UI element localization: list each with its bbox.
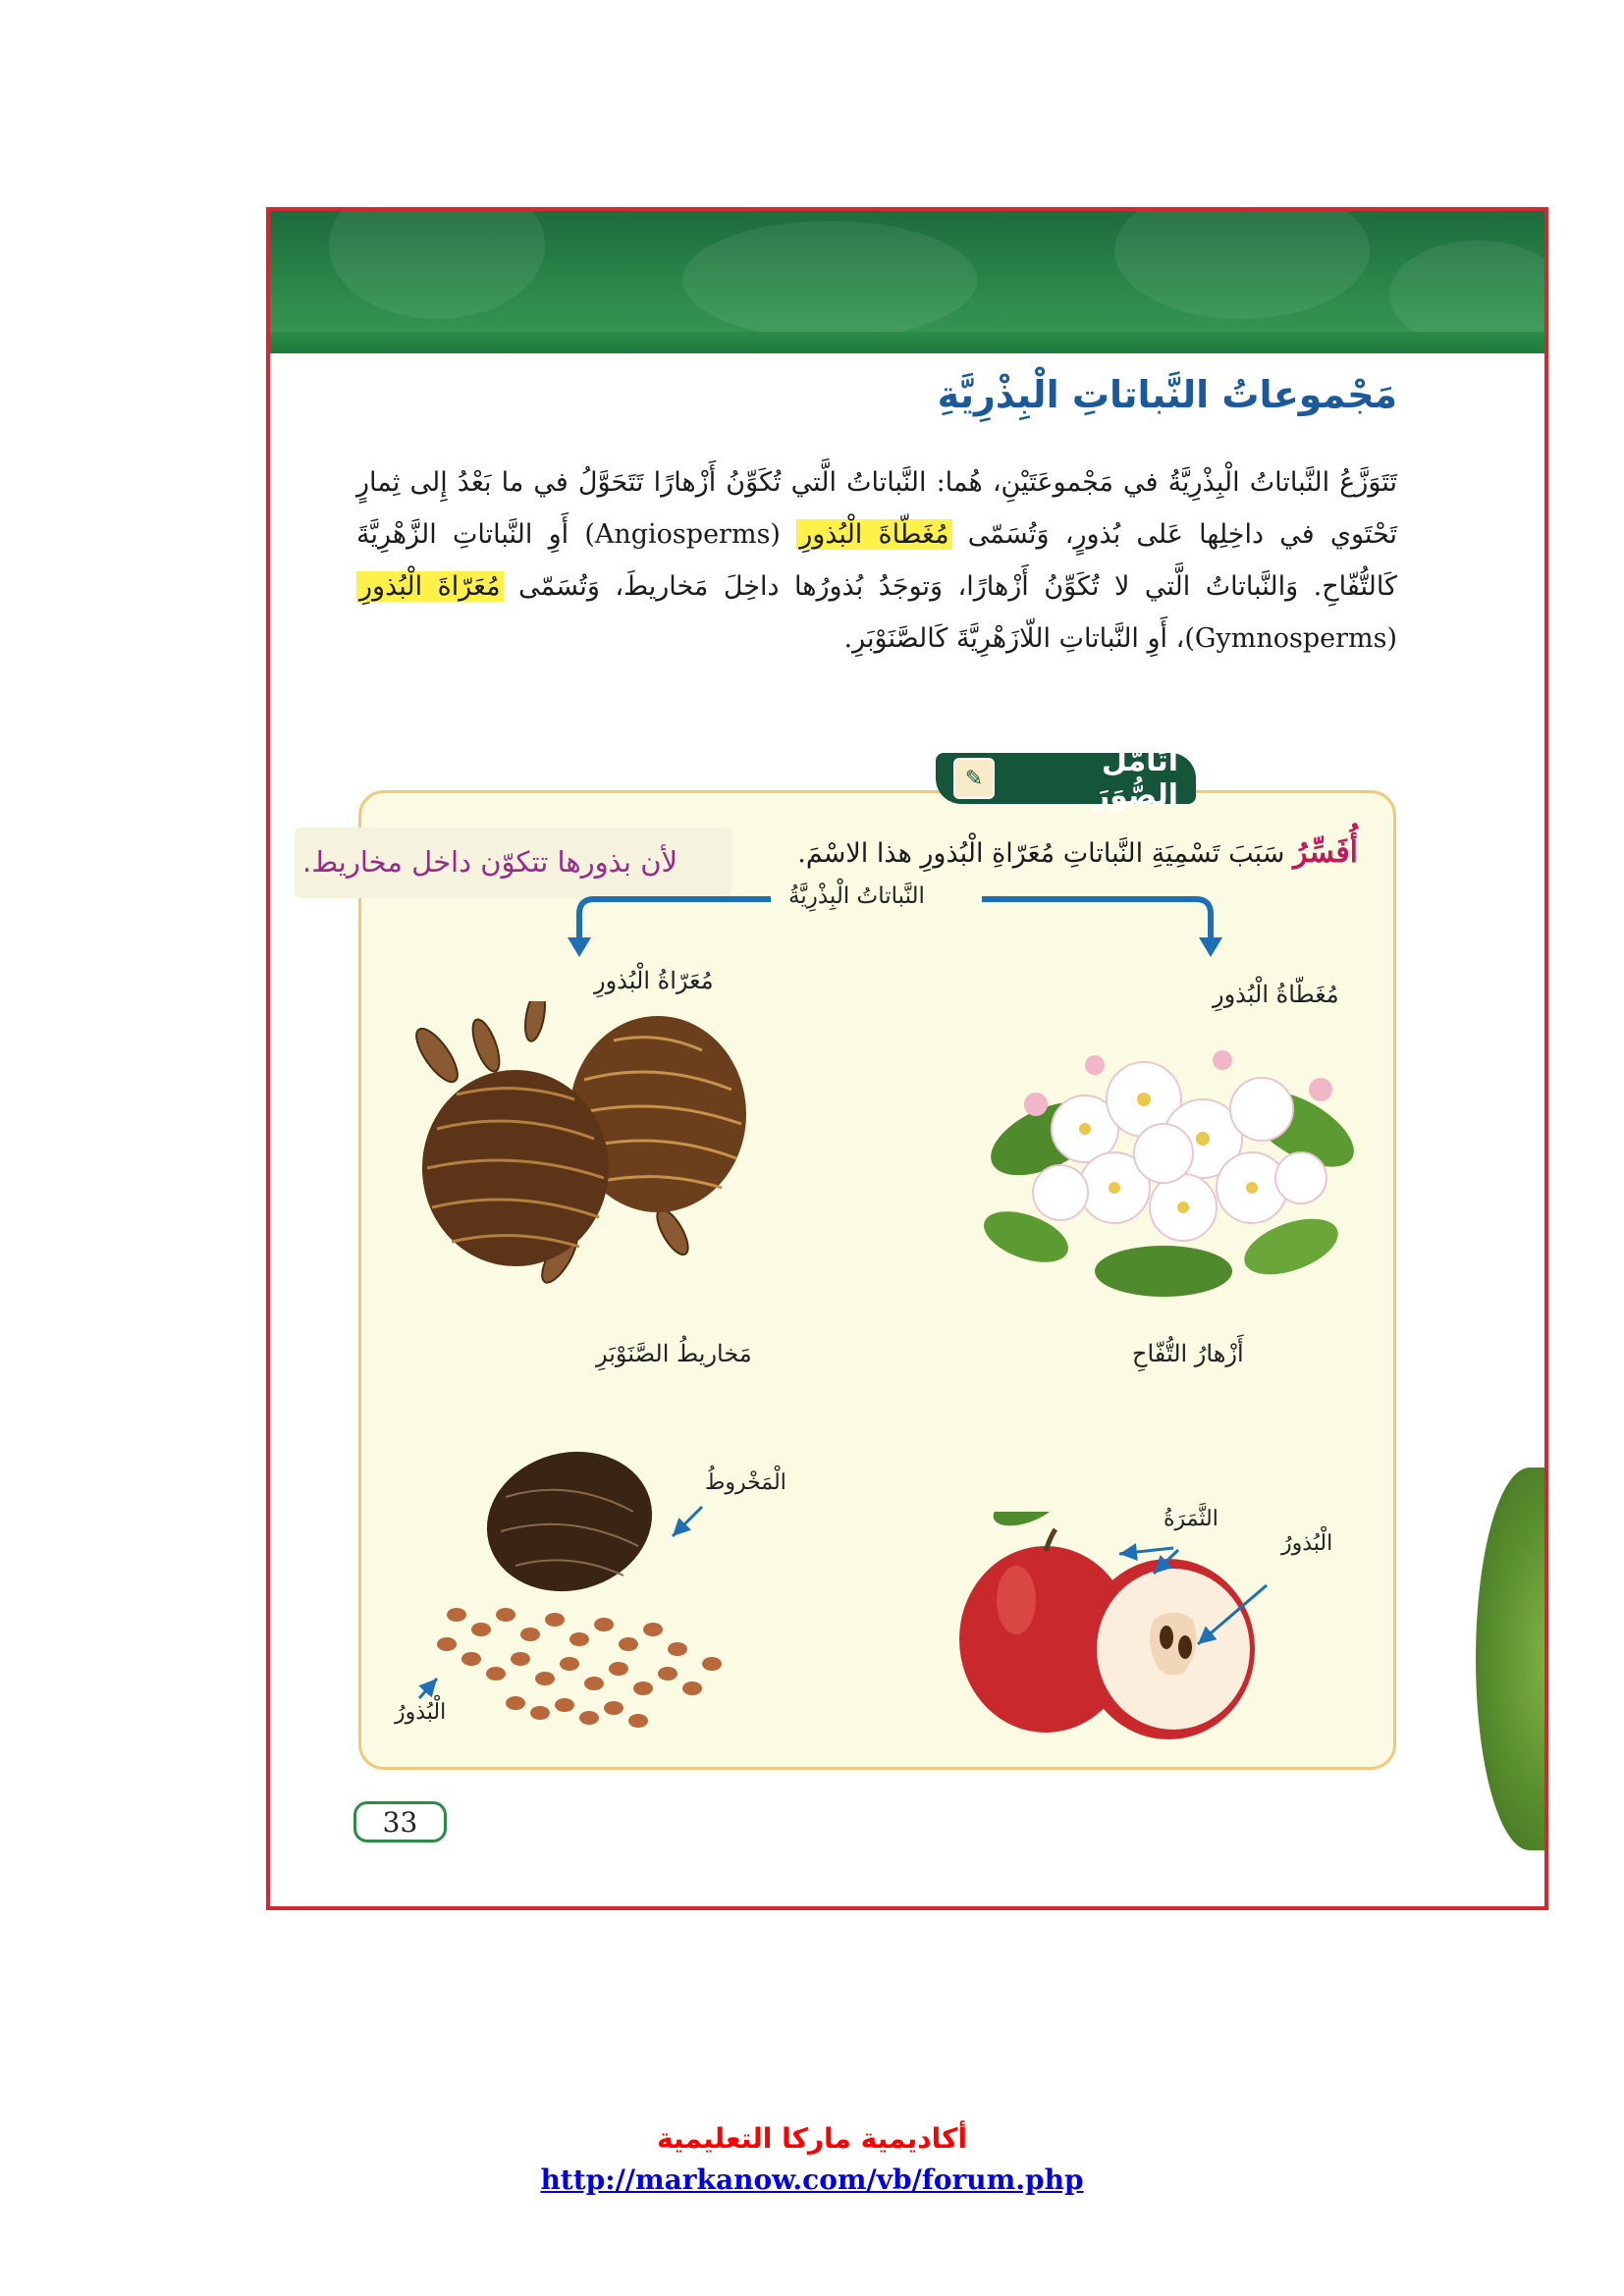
seed-plants-label: النَّباتاتُ الْبِذْرِيَّةُ [788, 883, 925, 909]
page-number: 33 [353, 1801, 447, 1842]
fruit-arrow-1 [1119, 1548, 1173, 1554]
fruit-label: الثَّمَرَةُ [1164, 1507, 1218, 1531]
pine-cones-caption: مَخاريطُ الصَّنَوْبَرِ [596, 1340, 752, 1367]
footer-link[interactable]: http://markanow.com/vb/forum.php [540, 2163, 1084, 2196]
apple-seeds-label: الْبُذورُ [1281, 1531, 1333, 1556]
book-icon: ✎ [953, 758, 995, 799]
textbook-page [266, 207, 1548, 1910]
apple-seeds-arrow [1198, 1585, 1267, 1644]
term-gymnosperms: مُعَرّاةَ الْبُذورِ [356, 571, 504, 602]
fruit-arrow-2 [1154, 1550, 1178, 1574]
section-title: مَجْموعاتُ النَّباتاتِ الْبِذْرِيَّةِ [937, 373, 1397, 416]
cone-label: الْمَخْروطُ [705, 1470, 786, 1495]
footer-academy-name: أكاديمية ماركا التعليمية [656, 2122, 968, 2155]
answer-text: لأن بذورها تتكوّن داخل مخاريط. [302, 845, 678, 879]
cone-arrow [673, 1507, 702, 1536]
term-angiosperms: مُغَطّاةَ الْبُذورِ [796, 519, 951, 550]
pine-seeds-label: الْبُذورُ [395, 1700, 447, 1725]
question-text: سَبَبَ تَسْمِيَةِ النَّباتاتِ مُعَرّاةِ الْبُذورِ هذا الاسْمَ. [797, 838, 1285, 869]
observe-label-text: أَتَأَمَّلُ الصُّوَرَ [1092, 744, 1178, 813]
angiosperms-label: مُغَطّاةُ الْبُذورِ [1213, 981, 1339, 1008]
intro-part-2: (Angiosperms) أَوِ النَّباتاتِ الزَّهْرِيَّةَ كَالتُّفّاحِ. وَالنَّباتاتُ الَّتي لا تُكَوِّنُ أَزْهارًا، وَتوجَدُ بُذورُها داخِلَ مَخاريطَ، وَتُسَمّى [356, 519, 1397, 602]
intro-part-1: تَتَوَزَّعُ النَّباتاتُ الْبِذْرِيَّةُ في مَجْموعَتَيْنِ، هُما: النَّباتاتُ الَّتي تُكَوِّنُ أَزْهارًا تَتَحَوَّلُ في ما بَعْدُ إِلى ثِمارٍ تَحْتَوي في داخِلِها عَلى بُذورٍ، وَتُسَمّى [356, 467, 1398, 550]
pine-seeds-arrow [419, 1679, 437, 1698]
gymnosperms-label: مُعَرّاةُ الْبُذورِ [594, 967, 714, 994]
question-verb: أُفَسِّرُ [1293, 835, 1358, 870]
pointer-arrows [270, 211, 1548, 1910]
intro-part-3: (Gymnosperms)، أَوِ النَّباتاتِ اللّازَهْرِيَّةَ كَالصَّنَوْبَرِ. [843, 623, 1397, 654]
apple-blossoms-caption: أَزْهارُ التُّفّاحِ [1132, 1340, 1244, 1367]
